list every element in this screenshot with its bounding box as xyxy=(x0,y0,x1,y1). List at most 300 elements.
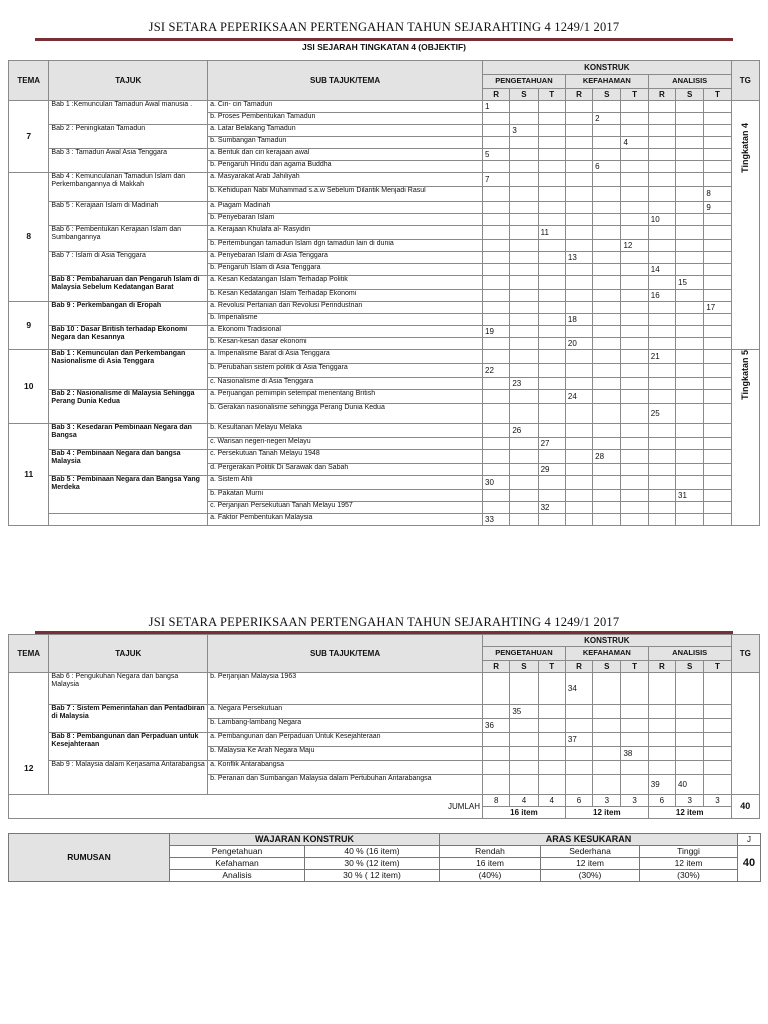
konstruk-cell xyxy=(676,719,704,733)
konstruk-cell xyxy=(676,252,704,264)
konstruk-cell xyxy=(538,290,565,302)
col-r: R xyxy=(483,661,510,673)
tg-total: 40 xyxy=(731,795,759,819)
konstruk-cell xyxy=(676,747,704,761)
col-tema: TEMA xyxy=(9,61,49,101)
konstruk-cell xyxy=(565,101,592,113)
konstruk-cell xyxy=(676,378,704,390)
konstruk-cell xyxy=(648,747,675,761)
konstruk-cell xyxy=(648,240,675,252)
konstruk-cell xyxy=(593,424,621,438)
subtajuk-cell: c. Perjanjian Persekutuan Tanah Melayu 1957 xyxy=(208,502,483,514)
jumlah-value: 4 xyxy=(510,795,538,807)
konstruk-cell xyxy=(593,775,621,795)
subtajuk-cell: b. Kesan Kedatangan Islam Terhadap Ekonomi xyxy=(208,290,483,302)
konstruk-cell xyxy=(565,450,592,464)
konstruk-cell xyxy=(593,187,621,202)
konstruk-cell xyxy=(538,302,565,314)
konstruk-cell xyxy=(483,113,510,125)
konstruk-cell xyxy=(621,514,648,526)
konstruk-cell xyxy=(704,338,731,350)
konstruk-cell xyxy=(538,476,565,490)
col-t: T xyxy=(704,661,731,673)
konstruk-cell xyxy=(510,101,538,113)
konstruk-cell xyxy=(676,326,704,338)
konstruk-cell xyxy=(621,404,648,424)
konstruk-cell xyxy=(483,350,510,364)
col-kefahaman: KEFAHAMAN xyxy=(565,75,648,89)
konstruk-cell xyxy=(648,326,675,338)
konstruk-cell xyxy=(593,390,621,404)
konstruk-cell xyxy=(648,252,675,264)
konstruk-cell xyxy=(510,761,538,775)
konstruk-cell xyxy=(565,290,592,302)
konstruk-cell xyxy=(621,390,648,404)
konstruk-cell xyxy=(704,240,731,252)
konstruk-cell xyxy=(510,438,538,450)
konstruk-cell xyxy=(483,502,510,514)
konstruk-cell xyxy=(593,438,621,450)
tajuk-cell: Bab 4 : Kemunculanan Tamadun Islam dan Perkembangannya di Makkah xyxy=(49,173,208,202)
konstruk-cell xyxy=(648,514,675,526)
jumlah-value: 3 xyxy=(593,795,621,807)
tajuk-cell: Bab 3 : Tamadun Awal Asia Tenggara xyxy=(49,149,208,173)
konstruk-cell xyxy=(704,733,731,747)
konstruk-cell xyxy=(538,202,565,214)
konstruk-cell xyxy=(593,149,621,161)
subtajuk-cell: b. Pertembungan tamadun Islam dgn tamadun lain di dunia xyxy=(208,240,483,252)
subtajuk-cell: a. Ciri- ciri Tamadun xyxy=(208,101,483,113)
table-row xyxy=(9,149,760,161)
konstruk-cell xyxy=(676,476,704,490)
konstruk-cell xyxy=(483,137,510,149)
konstruk-cell xyxy=(676,137,704,149)
col-r: R xyxy=(648,661,675,673)
konstruk-cell xyxy=(538,364,565,378)
subtajuk-cell: b. Peranan dan Sumbangan Malaysia dalam Pertubuhan Antarabangsa xyxy=(208,775,483,795)
konstruk-cell xyxy=(565,719,592,733)
konstruk-cell: 28 xyxy=(593,450,621,464)
konstruk-cell xyxy=(510,326,538,338)
konstruk-cell xyxy=(676,404,704,424)
wajaran-header: WAJARAN KONSTRUK xyxy=(170,834,440,846)
table-row xyxy=(9,350,760,364)
table-row xyxy=(9,424,760,438)
konstruk-percent: 30 % ( 12 item) xyxy=(305,870,440,882)
konstruk-cell: 11 xyxy=(538,226,565,240)
rumusan-table xyxy=(8,833,761,882)
konstruk-cell xyxy=(593,252,621,264)
konstruk-cell xyxy=(565,113,592,125)
konstruk-cell xyxy=(648,149,675,161)
subtajuk-cell: b. Malaysia Ke Arah Negara Maju xyxy=(208,747,483,761)
tg-cell xyxy=(731,101,759,350)
konstruk-cell xyxy=(676,338,704,350)
konstruk-cell xyxy=(621,438,648,450)
konstruk-cell xyxy=(510,747,538,761)
konstruk-cell xyxy=(676,761,704,775)
konstruk-cell xyxy=(538,747,565,761)
konstruk-cell xyxy=(538,775,565,795)
konstruk-cell xyxy=(648,424,675,438)
konstruk-cell xyxy=(648,464,675,476)
tema-number: 8 xyxy=(9,173,49,302)
col-tg: TG xyxy=(731,61,759,101)
konstruk-cell: 37 xyxy=(565,733,592,747)
konstruk-cell xyxy=(565,464,592,476)
konstruk-cell xyxy=(483,226,510,240)
subtitle: JSI SEJARAH TINGKATAN 4 (OBJEKTIF) xyxy=(301,42,467,52)
subtajuk-cell: a. Imperialisme Barat di Asia Tenggara xyxy=(208,350,483,364)
table-row xyxy=(9,125,760,137)
konstruk-cell xyxy=(621,364,648,378)
konstruk-cell xyxy=(593,490,621,502)
konstruk-cell xyxy=(648,438,675,450)
konstruk-cell xyxy=(648,705,675,719)
col-kefahaman: KEFAHAMAN xyxy=(565,647,648,661)
subtajuk-cell: a. Kerajaan Khulafa al- Rasyidin xyxy=(208,226,483,240)
tema-number: 9 xyxy=(9,302,49,350)
konstruk-cell xyxy=(510,290,538,302)
tajuk-cell: Bab 7 : Islam di Asia Tenggara xyxy=(49,252,208,276)
konstruk-cell xyxy=(565,438,592,450)
konstruk-cell xyxy=(676,173,704,187)
konstruk-cell xyxy=(676,350,704,364)
konstruk-cell xyxy=(483,214,510,226)
aras-header: ARAS KESUKARAN xyxy=(440,834,738,846)
konstruk-cell xyxy=(510,226,538,240)
col-s: S xyxy=(593,661,621,673)
konstruk-cell xyxy=(510,673,538,705)
konstruk-cell xyxy=(704,101,731,113)
konstruk-cell xyxy=(593,276,621,290)
jsi-table-1 xyxy=(8,60,760,526)
tajuk-cell: Bab 7 : Sistem Pemerintahan dan Pentadbiran di Malaysia xyxy=(49,705,208,733)
konstruk-cell xyxy=(704,113,731,125)
konstruk-cell xyxy=(565,187,592,202)
konstruk-cell xyxy=(621,264,648,276)
konstruk-cell xyxy=(621,476,648,490)
tajuk-cell: Bab 6 : Pembentukan Kerajaan Islam dan Sumbangannya xyxy=(49,226,208,252)
konstruk-cell xyxy=(621,705,648,719)
table-row xyxy=(9,202,760,214)
konstruk-cell xyxy=(704,125,731,137)
konstruk-cell xyxy=(593,137,621,149)
konstruk-cell xyxy=(593,404,621,424)
col-konstruk: KONSTRUK xyxy=(483,635,732,647)
konstruk-cell xyxy=(593,290,621,302)
konstruk-cell xyxy=(538,514,565,526)
konstruk-cell xyxy=(483,705,510,719)
jumlah-value: 3 xyxy=(621,795,648,807)
konstruk-cell xyxy=(483,378,510,390)
konstruk-cell xyxy=(565,424,592,438)
col-analisis: ANALISIS xyxy=(648,647,731,661)
konstruk-cell xyxy=(704,490,731,502)
konstruk-cell xyxy=(538,214,565,226)
konstruk-cell xyxy=(704,350,731,364)
subtajuk-cell: b. Gerakan nasionalisme sehingga Perang Dunia Kedua xyxy=(208,404,483,424)
konstruk-cell xyxy=(483,747,510,761)
konstruk-cell xyxy=(510,252,538,264)
konstruk-cell xyxy=(676,438,704,450)
jumlah-value: 6 xyxy=(648,795,675,807)
konstruk-cell xyxy=(621,424,648,438)
subtajuk-cell: a. Kesan Kedatangan Islam Terhadap Politik xyxy=(208,276,483,290)
konstruk-cell xyxy=(648,125,675,137)
konstruk-cell xyxy=(593,733,621,747)
konstruk-cell xyxy=(593,705,621,719)
konstruk-cell xyxy=(704,464,731,476)
konstruk-cell xyxy=(593,202,621,214)
rumusan-total: 40 xyxy=(738,846,761,882)
konstruk-cell xyxy=(621,502,648,514)
konstruk-cell xyxy=(483,240,510,252)
konstruk-cell xyxy=(621,302,648,314)
subtajuk-cell: b. Perjanjian Malaysia 1963 xyxy=(208,673,483,705)
konstruk-cell xyxy=(538,101,565,113)
konstruk-cell xyxy=(621,187,648,202)
konstruk-cell xyxy=(510,161,538,173)
konstruk-cell: 34 xyxy=(565,673,592,705)
konstruk-cell xyxy=(648,476,675,490)
item-count: 12 item xyxy=(565,807,648,819)
jumlah-value: 8 xyxy=(483,795,510,807)
konstruk-cell xyxy=(510,404,538,424)
konstruk-cell xyxy=(621,113,648,125)
table-row xyxy=(9,450,760,464)
konstruk-cell xyxy=(621,719,648,733)
tajuk-cell: Bab 8 : Pembaharuan dan Pengaruh Islam di Malaysia Sebelum Kedatangan Barat xyxy=(49,276,208,302)
jumlah-value: 3 xyxy=(704,795,731,807)
konstruk-cell xyxy=(510,276,538,290)
konstruk-cell xyxy=(538,390,565,404)
konstruk-cell xyxy=(538,673,565,705)
konstruk-name: Pengetahuan xyxy=(170,846,305,858)
konstruk-cell xyxy=(538,161,565,173)
konstruk-cell: 39 xyxy=(648,775,675,795)
col-t: T xyxy=(621,661,648,673)
j-header: J xyxy=(738,834,761,846)
konstruk-cell xyxy=(565,378,592,390)
konstruk-cell xyxy=(621,338,648,350)
col-s: S xyxy=(676,89,704,101)
konstruk-cell xyxy=(704,326,731,338)
konstruk-cell xyxy=(538,378,565,390)
konstruk-cell xyxy=(621,450,648,464)
konstruk-cell xyxy=(565,350,592,364)
konstruk-cell xyxy=(648,733,675,747)
konstruk-cell: 14 xyxy=(648,264,675,276)
konstruk-cell xyxy=(510,338,538,350)
konstruk-cell xyxy=(621,202,648,214)
table-row xyxy=(9,226,760,240)
konstruk-cell: 30 xyxy=(483,476,510,490)
table-row xyxy=(9,326,760,338)
subtajuk-cell: a. Bentuk dan ciri kerajaan awal xyxy=(208,149,483,161)
subtajuk-cell: c. Warisan negeri-negeri Melayu xyxy=(208,438,483,450)
konstruk-cell xyxy=(483,187,510,202)
konstruk-cell xyxy=(593,719,621,733)
col-s: S xyxy=(676,661,704,673)
konstruk-cell: 9 xyxy=(704,202,731,214)
aras-rendah-pct: (40%) xyxy=(440,870,541,882)
konstruk-cell xyxy=(621,252,648,264)
subtajuk-cell: a. Sistem Ahli xyxy=(208,476,483,490)
konstruk-cell xyxy=(621,214,648,226)
konstruk-cell: 18 xyxy=(565,314,592,326)
konstruk-cell xyxy=(676,464,704,476)
aras-tinggi: Tinggi xyxy=(640,846,738,858)
konstruk-cell xyxy=(510,476,538,490)
konstruk-cell xyxy=(648,302,675,314)
aras-tinggi-items: 12 item xyxy=(640,858,738,870)
subtajuk-cell: b. Penyebaran Islam xyxy=(208,214,483,226)
tema-number: 11 xyxy=(9,424,49,526)
konstruk-cell xyxy=(538,338,565,350)
tajuk-cell: Bab 5 : Kerajaan Islam di Madinah xyxy=(49,202,208,226)
konstruk-cell xyxy=(648,502,675,514)
konstruk-cell: 5 xyxy=(483,149,510,161)
konstruk-cell xyxy=(510,113,538,125)
subtajuk-cell: c. Persekutuan Tanah Melayu 1948 xyxy=(208,450,483,464)
konstruk-cell xyxy=(510,149,538,161)
konstruk-cell xyxy=(538,719,565,733)
konstruk-cell: 15 xyxy=(676,276,704,290)
konstruk-cell xyxy=(538,450,565,464)
konstruk-cell xyxy=(621,673,648,705)
subtajuk-cell: a. Perjuangan pemimpin setempat menentang British xyxy=(208,390,483,404)
konstruk-cell xyxy=(676,364,704,378)
tingkatan-5-label: Tingkatan 5 xyxy=(740,350,751,400)
subtajuk-cell: b. Kesultanan Melayu Melaka xyxy=(208,424,483,438)
tajuk-cell: Bab 9 : Perkembangan di Eropah xyxy=(49,302,208,326)
konstruk-cell xyxy=(538,761,565,775)
konstruk-cell xyxy=(565,276,592,290)
konstruk-cell: 12 xyxy=(621,240,648,252)
konstruk-cell xyxy=(676,673,704,705)
konstruk-cell xyxy=(704,404,731,424)
konstruk-cell xyxy=(621,775,648,795)
tema-number: 7 xyxy=(9,101,49,173)
table-row xyxy=(9,476,760,490)
konstruk-cell xyxy=(648,187,675,202)
konstruk-cell xyxy=(565,476,592,490)
konstruk-cell xyxy=(676,214,704,226)
konstruk-cell xyxy=(648,761,675,775)
subtajuk-cell: a. Konflik Antarabangsa xyxy=(208,761,483,775)
konstruk-cell xyxy=(648,113,675,125)
konstruk-cell xyxy=(510,350,538,364)
konstruk-cell xyxy=(483,390,510,404)
subtajuk-cell: a. Piagam Madinah xyxy=(208,202,483,214)
tema-number: 10 xyxy=(9,350,49,424)
konstruk-cell xyxy=(593,514,621,526)
konstruk-cell: 35 xyxy=(510,705,538,719)
konstruk-cell xyxy=(565,747,592,761)
konstruk-cell: 6 xyxy=(593,161,621,173)
konstruk-cell xyxy=(621,733,648,747)
konstruk-cell xyxy=(538,173,565,187)
tg-cell xyxy=(731,350,759,526)
table-row xyxy=(9,276,760,290)
konstruk-cell xyxy=(704,137,731,149)
konstruk-cell xyxy=(510,390,538,404)
col-tajuk: TAJUK xyxy=(49,635,208,673)
konstruk-cell xyxy=(510,464,538,476)
konstruk-cell: 25 xyxy=(648,404,675,424)
konstruk-cell: 29 xyxy=(538,464,565,476)
col-subtajuk: SUB TAJUK/TEMA xyxy=(208,635,483,673)
konstruk-cell xyxy=(483,438,510,450)
konstruk-cell xyxy=(593,240,621,252)
konstruk-cell xyxy=(565,775,592,795)
aras-rendah-items: 16 item xyxy=(440,858,541,870)
konstruk-cell xyxy=(538,252,565,264)
konstruk-cell xyxy=(565,326,592,338)
konstruk-cell xyxy=(676,240,704,252)
tajuk-cell: Bab 10 : Dasar British terhadap Ekonomi Negara dan Kesannya xyxy=(49,326,208,350)
konstruk-cell xyxy=(704,450,731,464)
konstruk-cell xyxy=(648,101,675,113)
konstruk-cell xyxy=(704,438,731,450)
konstruk-cell xyxy=(621,125,648,137)
konstruk-cell xyxy=(676,733,704,747)
konstruk-cell: 21 xyxy=(648,350,675,364)
konstruk-cell: 26 xyxy=(510,424,538,438)
konstruk-cell xyxy=(704,476,731,490)
konstruk-cell xyxy=(704,502,731,514)
tajuk-cell xyxy=(49,514,208,526)
konstruk-cell xyxy=(704,390,731,404)
konstruk-cell xyxy=(704,364,731,378)
table-row xyxy=(9,302,760,314)
tajuk-cell: Bab 8 : Pembangunan dan Perpaduan untuk Kesejahteraan xyxy=(49,733,208,761)
konstruk-cell xyxy=(704,424,731,438)
konstruk-percent: 40 % (16 item) xyxy=(305,846,440,858)
konstruk-cell xyxy=(593,502,621,514)
konstruk-cell xyxy=(676,302,704,314)
aras-sederhana-items: 12 item xyxy=(541,858,640,870)
col-tajuk: TAJUK xyxy=(49,61,208,101)
aras-rendah: Rendah xyxy=(440,846,541,858)
konstruk-cell xyxy=(593,378,621,390)
konstruk-cell xyxy=(676,202,704,214)
konstruk-cell xyxy=(704,149,731,161)
konstruk-cell xyxy=(704,747,731,761)
subtajuk-cell: a. Penyebaran Islam di Asia Tenggara xyxy=(208,252,483,264)
konstruk-cell xyxy=(538,125,565,137)
konstruk-cell xyxy=(538,733,565,747)
konstruk-cell xyxy=(593,226,621,240)
konstruk-cell: 2 xyxy=(593,113,621,125)
col-t: T xyxy=(621,89,648,101)
konstruk-cell xyxy=(676,125,704,137)
aras-tinggi-pct: (30%) xyxy=(640,870,738,882)
konstruk-cell: 24 xyxy=(565,390,592,404)
konstruk-cell xyxy=(593,364,621,378)
konstruk-cell xyxy=(538,113,565,125)
konstruk-cell xyxy=(538,314,565,326)
konstruk-cell xyxy=(538,326,565,338)
konstruk-cell xyxy=(648,673,675,705)
konstruk-cell xyxy=(704,673,731,705)
konstruk-cell xyxy=(593,350,621,364)
konstruk-cell xyxy=(538,137,565,149)
page-title-2: JSI SETARA PEPERIKSAAN PERTENGAHAN TAHUN SEJARAHTING 4 1249/1 2017 xyxy=(148,615,620,629)
konstruk-cell xyxy=(593,302,621,314)
subtajuk-cell: a. Latar Belakang Tamadun xyxy=(208,125,483,137)
